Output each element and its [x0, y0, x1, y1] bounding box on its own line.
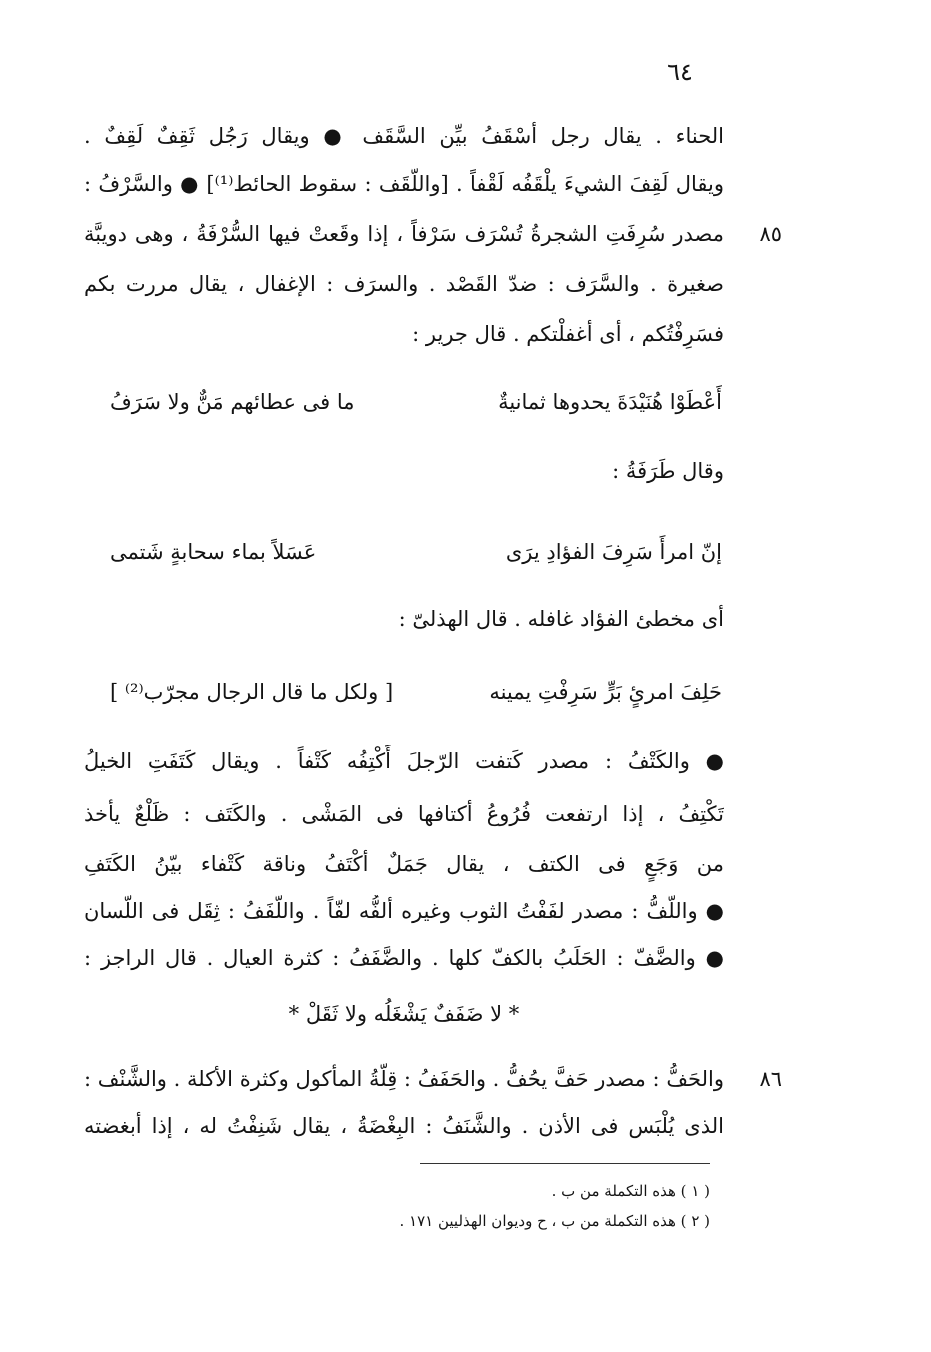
text-line: وقال طَرَفَةُ :	[612, 459, 724, 483]
poetry-verse	[110, 675, 722, 713]
text-line: ● والكَتْفُ : مصدر كَتفت الرّجلَ أَكْتِفُه كَتْفاً . ويقال كَتَفَتِ الخيلُ	[84, 749, 724, 773]
verse-second-hemistich: ما فى عطائهم مَنٌّ ولا سَرَفُ	[110, 390, 355, 414]
verse-first-hemistich: أَعْطَوْا هُنَيْدَةَ يحدوها ثمانيةٌ	[498, 390, 722, 414]
text-line: ● والضَّفّ : الحَلَبُ بالكفّ كلها . والضَّفَفُ : كثرة العيال . قال الراجز :	[84, 946, 724, 970]
poetry-verse	[110, 535, 722, 573]
verse-first-hemistich: حَلِفَ امرئٍ بَرٍّ سَرِفْتِ يمينه	[489, 680, 722, 704]
text-line: الحناء . يقال رجل أسْقَفُ بيِّن السَّقَف ● ويقال رَجُل ثَقِفٌ لَقِفٌ .	[84, 124, 724, 148]
rajaz-verse: * لا ضَفَفٌ يَشْغَلُه ولا ثَقَلْ *	[288, 1002, 520, 1026]
verse-second-hemistich: [ ولكل ما قال الرجال مجرّب⁽²⁾ ]	[110, 680, 394, 704]
text-line: ● واللَّفُّ : مصدر لفَفْتُ الثوب وغيره ألفُّه لفّاً . واللَّفَفُ : ثِقَل فى اللّسان	[84, 899, 724, 923]
text-line: من وَجَعٍ فى الكتف ، يقال جَمَلٌ أكْتَفُ وناقة كَتْفاء بيّنُ الكَتَفِ	[84, 852, 724, 876]
entry-number: ٨٥	[759, 222, 782, 246]
page-number: ٦٤	[667, 58, 693, 86]
text-line: والحَفُّ : مصدر حَفَّ يحُفُّ . والحَفَفُ : قِلَّةُ المأكول وكثرة الأكلة . والشَّنْف :	[84, 1067, 724, 1091]
text-line: فسَرِفْتُكم ، أى أغفلْتكم . قال جرير :	[412, 322, 724, 346]
verse-second-hemistich: عَسَلاً بماء سحابةٍ شَتمى	[110, 540, 317, 564]
footnote-divider	[420, 1163, 710, 1164]
text-line: مصدر سُرِفَتِ الشجرةُ تُسْرَف سَرْفاً ، إذا وقَعتْ فيها السُّرْفَةُ ، وهى دويبَّة	[84, 222, 724, 246]
text-line: ويقال لَقِفَ الشيءَ يلْقَفُه لَقْفاً . [واللَّقَف : سقوط الحائط⁽¹⁾] ● والسَّرْفُ :	[84, 172, 724, 196]
entry-number: ٨٦	[759, 1067, 782, 1091]
verse-first-hemistich: إنّ امرأً سَرِفَ الفؤادِ يرَى	[505, 540, 722, 564]
footnote: ( ٢ ) هذه التكملة من ب ، ح وديوان الهذليين ١٧١ .	[399, 1212, 710, 1230]
text-line: صغيرة . والسَّرَف : ضدّ القَصْد . والسرَف : الإغفال ، يقال مررت بكم	[84, 272, 724, 296]
text-line: الذى يُلْبَس فى الأذن . والشَّنَفُ : البِغْضَةُ ، يقال شَنِفْتُ له ، إذا أبغضته	[84, 1114, 724, 1138]
footnote: ( ١ ) هذه التكملة من ب .	[551, 1182, 710, 1200]
poetry-verse	[110, 385, 722, 423]
text-line: تَكْتِفُ ، إذا ارتفعت فُرُوعُ أكتافها فى المَشْى . والكَتَف : ظَلْعٌ يأْخذ	[84, 802, 724, 826]
text-line: أى مخطئ الفؤاد غافله . قال الهذلىّ :	[398, 607, 724, 631]
